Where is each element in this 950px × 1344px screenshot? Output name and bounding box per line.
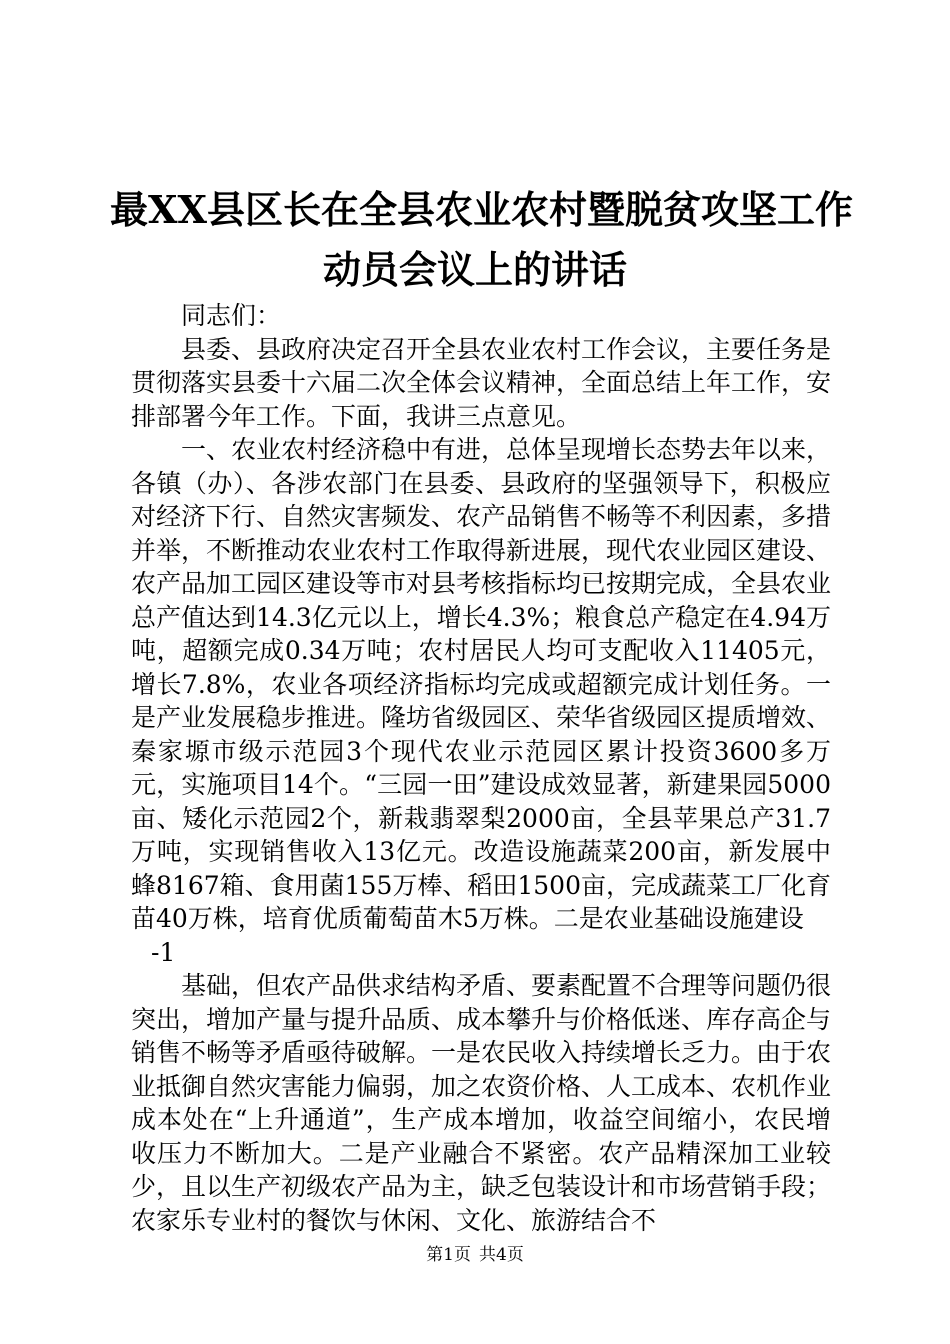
salutation: 同志们： bbox=[181, 301, 282, 330]
document-title-line1: 最XX县区长在全县农业农村暨脱贫攻坚工作 bbox=[110, 187, 853, 232]
document-body bbox=[131, 299, 831, 1237]
document-title-line2: 动员会议上的讲话 bbox=[322, 247, 627, 292]
page-total: 共4页 bbox=[479, 1245, 524, 1265]
page-marker: -1 bbox=[151, 937, 176, 967]
page-number: 第1页 bbox=[426, 1245, 471, 1265]
page-footer bbox=[0, 1244, 950, 1266]
paragraph-intro: 县委、县政府决定召开全县农业农村工作会议，主要任务是贯彻落实县委十六届二次全体会议精神，全面总结上年工作，安排部署今年工作。下面，我讲三点意见。 bbox=[131, 334, 832, 431]
paragraph-section-one: 一、农业农村经济稳中有进，总体呈现增长态势去年以来，各镇（办）、各涉农部门在县委、县政府的坚强领导下，积极应对经济下行、自然灾害频发、农产品销售不畅等不利因素，多措并举，不断推动农业农村工作取得新进展，现代农业园区建设、农产品加工园区建设等市对县考核指标均已按期完成，全县农业总产值达到14.3亿元以上，增长4.3%；粮食总产稳定在4.94万吨，超额完成0.34万吨；农村居民人均可支配收入11405元，增长7.8%，农业各项经济指标均完成或超额完成计划任务。一是产业发展稳步推进。隆坊省级园区、荣华省级园区提质增效、秦家塬市级示范园3个现代农业示范园区累计投资3600多万元，实施项目14个。“三园一田”建设成效显著，新建果园5000亩、矮化示范园2个，新栽翡翠梨2000亩，全县苹果总产31.7万吨，实现销售收入13亿元。改造设施蔬菜200亩，新发展中蜂8167箱、食用菌155万棒、稻田1500亩，完成蔬菜工厂化育苗40万株，培育优质葡萄苗木5万株。二是农业基础设施建设 bbox=[131, 435, 832, 933]
paragraph-continued: 基础，但农产品供求结构矛盾、要素配置不合理等问题仍很突出，增加产量与提升品质、成本攀升与价格低迷、库存高企与销售不畅等矛盾亟待破解。一是农民收入持续增长乏力。由于农业抵御自然灾害能力偏弱，加之农资价格、人工成本、农机作业成本处在“上升通道”，生产成本增加，收益空间缩小，农民增收压力不断加大。二是产业融合不紧密。农产品精深加工业较少，且以生产初级农产品为主，缺乏包装设计和市场营销手段；农家乐专业村的餐饮与休闲、文化、旅游结合不 bbox=[131, 971, 832, 1235]
